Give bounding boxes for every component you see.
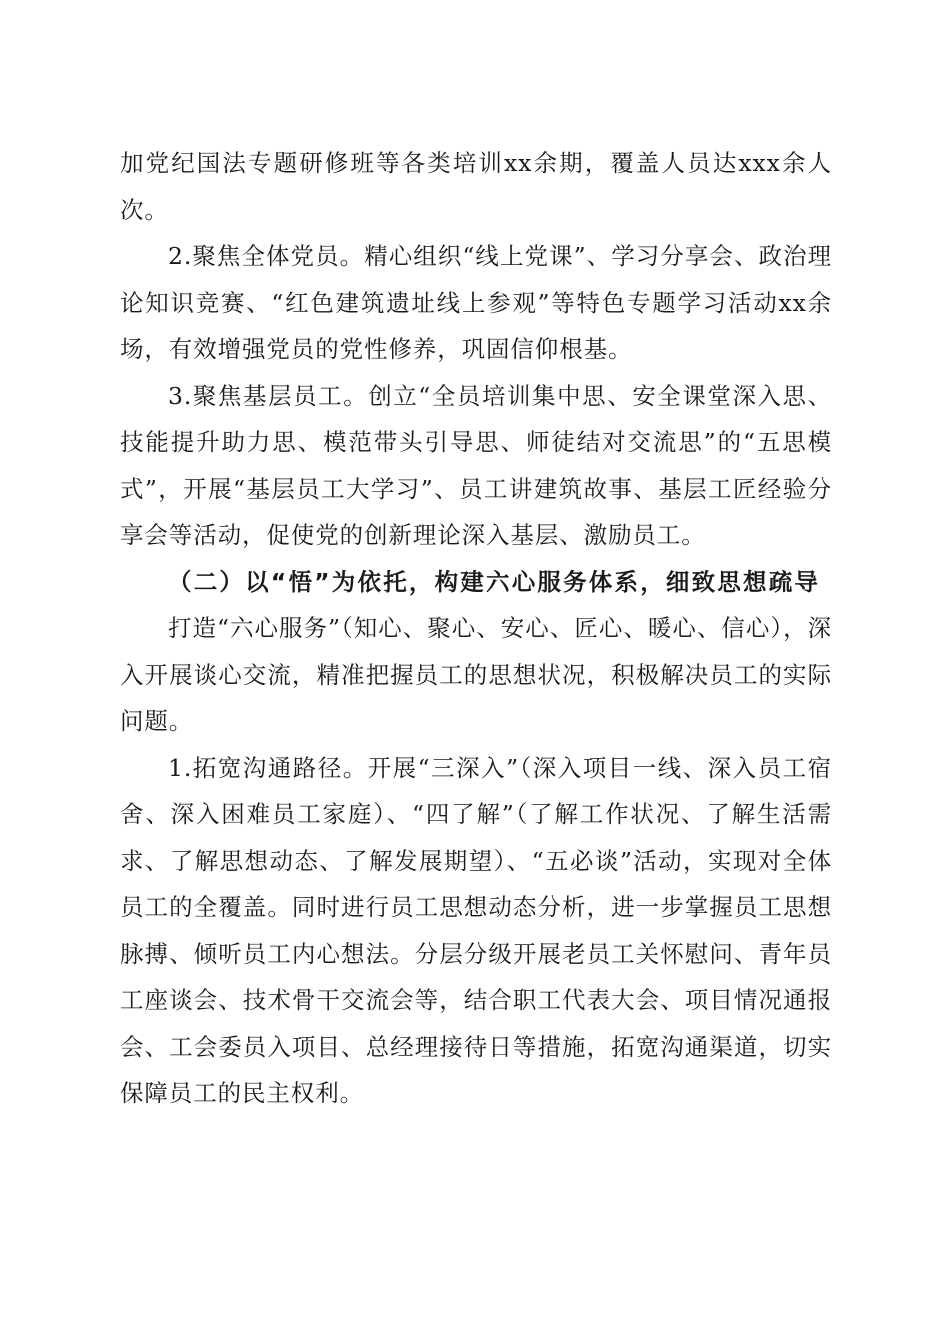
document-page [120,140,832,1117]
paragraph-six-heart-service: 打造“六心服务”（知心、聚心、安心、匠心、暖心、信心），深入开展谈心交流，精准把握员工的思想状况，积极解决员工的实际问题。 [120,614,832,735]
paragraph-item-3-grassroots-staff: 3.聚焦基层员工。创立“全员培训集中思、安全课堂深入思、技能提升助力思、模范带头引导思、师徒结对交流思”的“五思模式”，开展“基层员工大学习”、员工讲建筑故事、基层工匠经验分享会等活动，促使党的创新理论深入基层、激励员工。 [120,381,832,549]
section-heading-2: （二）以“悟”为依托，构建六心服务体系，细致思想疏导 [168,567,821,596]
paragraph-item-2-party-members: 2.聚焦全体党员。精心组织“线上党课”、学习分享会、政治理论知识竞赛、“红色建筑遗址线上参观”等特色专题学习活动xx余场，有效增强党员的党性修养，巩固信仰根基。 [120,242,832,363]
paragraph-continuation: 加党纪国法专题研修班等各类培训xx余期，覆盖人员达xxx余人次。 [120,149,832,224]
paragraph-item-1-communication: 1.拓宽沟通路径。开展“三深入”（深入项目一线、深入员工宿舍、深入困难员工家庭）、“四了解”（了解工作状况、了解生活需求、了解思想动态、了解发展期望）、“五必谈”活动，实现对全体员工的全覆盖。同时进行员工思想动态分析，进一步掌握员工思想脉搏、倾听员工内心想法。分层分级开展老员工关怀慰问、青年员工座谈会、技术骨干交流会等，结合职工代表大会、项目情况通报会、工会委员入项目、总经理接待日等措施，拓宽沟通渠道，切实保障员工的民主权利。 [120,753,832,1107]
